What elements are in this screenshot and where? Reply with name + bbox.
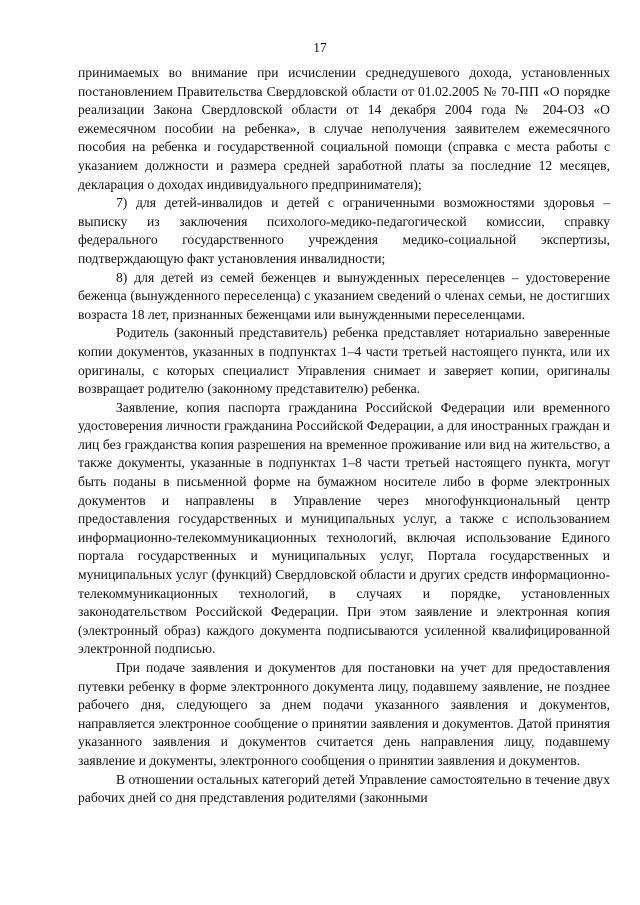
paragraph-notarized-copies: Родитель (законный представитель) ребенка представляет нотариально заверенные копии документов, указанных в подпунктах 1–4 части третьей настоящего пункта, или их оригиналы, с которых специалист Управления снимает и заверяет копии, оригиналы возвращает родителю (законному представителю) ребенка. [78,325,610,397]
paragraph-item-8: 8) для детей из семей беженцев и вынужденных переселенцев – удостоверение беженца (вынужденного переселенца) с указанием сведений о членах семьи, не достигших возраста 18 лет, признанных беженцами или вынужденными переселенцами. [78,269,610,322]
paragraph-electronic-notification: При подаче заявления и документов для постановки на учет для предоставления путевки ребенку в форме электронного документа лицу, подавшему заявление, не позднее рабочего дня, следующего за днем подачи указанного заявления и документов, направляется электронное сообщение о принятии заявления и документов. Датой принятия указанного заявления и документов считается день направления лицу, подавшему заявление и документы, электронного сообщения о принятии заявления и документов. [78,660,610,768]
document-body [78,64,610,808]
paragraph-item-7: 7) для детей-инвалидов и детей с ограниченными возможностями здоровья – выписку из заключения психолого-медико-педагогической комиссии, справку федерального государственного учреждения медико-социальной экспертизы, подтверждающую факт установления инвалидности; [78,195,610,266]
paragraph-other-categories: В отношении остальных категорий детей Управление самостоятельно в течение двух рабочих дней со дня представления родителями (законными [78,771,610,806]
paragraph-application-submission: Заявление, копия паспорта гражданина Российской Федерации или временного удостоверения личности гражданина Российской Федерации, а для иностранных граждан и лиц без гражданства копия разрешения на временное проживание или вид на жительство, а также документы, указанные в подпунктах 1–8 части третьей настоящего пункта, могут быть поданы в письменной форме на бумажном носителе либо в форме электронных документов и направлены в Управление через многофункциональный центр предоставления государственных и муниципальных услуг, а также с использованием информационно-телекоммуникационных технологий, включая использование Единого портала государственных и муниципальных услуг, Портала государственных и муниципальных услуг (функций) Свердловской области и других средств информационно-телекоммуникационных технологий, в случаях и порядке, установленных законодательством Российской Федерации. При этом заявление и электронная копия (электронный образ) каждого документа подписываются усиленной квалифицированной электронной подписью. [78,399,610,657]
page-number: 17 [313,40,327,55]
paragraph-income-docs: принимаемых во внимание при исчислении среднедушевого дохода, установленных постановлением Правительства Свердловской области от 01.02.2005 № 70-ПП «О порядке реализации Закона Свердловской области от 14 декабря 2004 года № 204-ОЗ «О ежемесячном пособии на ребенка», в случае неполучения заявителем ежемесячного пособия на ребенка и государственной социальной помощи (справка с места работы с указанием должности и размера средней заработной платы за последние 12 месяцев, декларация о доходах индивидуального предпринимателя); [78,65,610,192]
